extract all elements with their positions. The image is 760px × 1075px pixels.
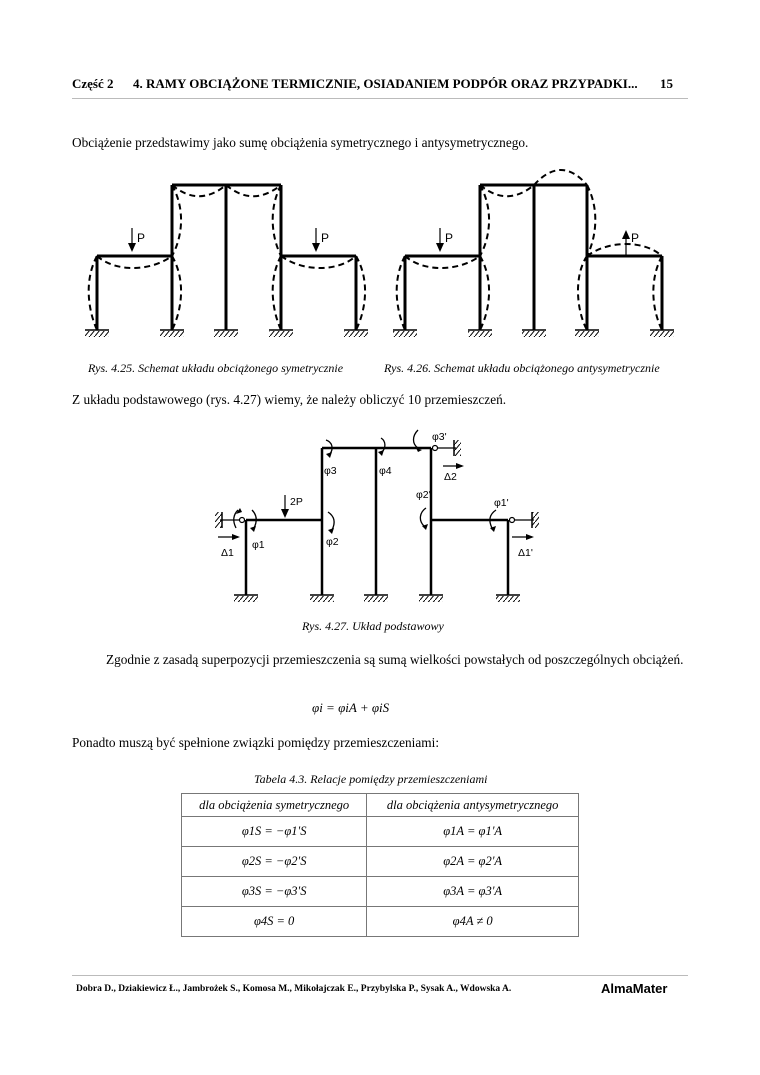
footer-authors: Dobra D., Dziakiewicz Ł., Jambrożek S., Komosa M., Mikołajczak E., Przybylska P., Sysak A., Wdowska A.: [76, 984, 512, 994]
footer-brand: AlmaMater: [601, 981, 668, 996]
footer-rule: [72, 975, 688, 976]
relations-table: [181, 793, 579, 937]
fig427-delta2: Δ2: [444, 471, 457, 483]
page-number: 15: [660, 76, 673, 91]
fig427-phi2p: φ2': [416, 489, 431, 501]
header-rule: [72, 98, 688, 99]
table-cell-anti: φ3A = φ3'A: [367, 877, 579, 907]
table-header-sym: dla obciążenia symetrycznego: [182, 794, 367, 817]
table-cell-anti: φ1A = φ1'A: [367, 817, 579, 847]
fig427-phi1p: φ1': [494, 497, 509, 509]
fig427-phi3p: φ3': [432, 431, 447, 443]
relations-paragraph: Ponadto muszą być spełnione związki pomiędzy przemieszczeniami:: [72, 735, 440, 750]
fig426-caption: Rys. 4.26. Schemat układu obciążonego antysymetrycznie: [384, 361, 660, 375]
fig427-phi4: φ4: [379, 465, 392, 477]
table-cell-anti: φ2A = φ2'A: [367, 847, 579, 877]
fig425-caption: Rys. 4.25. Schemat układu obciążonego symetrycznie: [88, 361, 344, 375]
fig425-load-left: P: [137, 231, 146, 245]
fig427-phi2: φ2: [326, 536, 339, 548]
fig426-load-right: P: [631, 231, 640, 245]
fig427-phi3: φ3: [324, 465, 337, 477]
fig427-delta1p: Δ1': [518, 547, 533, 559]
table-header-anti: dla obciążenia antysymetrycznego: [367, 794, 579, 817]
fig427-caption: Rys. 4.27. Układ podstawowy: [302, 619, 444, 633]
fig427-load: 2P: [290, 496, 303, 508]
fig426-load-left: P: [445, 231, 454, 245]
fig425-load-right: P: [321, 231, 330, 245]
superposition-formula: φi = φiA + φiS: [312, 700, 390, 715]
table-cell-sym: φ4S = 0: [182, 907, 367, 937]
figure-427: [200, 418, 560, 618]
header-title: 4. RAMY OBCIĄŻONE TERMICZNIE, OSIADANIEM PODPÓR ORAZ PRZYPADKI...: [133, 76, 638, 91]
superposition-paragraph: Zgodnie z zasadą superpozycji przemieszczenia są sumą wielkości powstałych od poszczególnych obciążeń.: [106, 652, 684, 667]
figure-425: [85, 185, 368, 337]
intro-paragraph: Obciążenie przedstawimy jako sumę obciążenia symetrycznego i antysymetrycznego.: [72, 135, 529, 150]
fig427-delta1: Δ1: [221, 547, 234, 559]
table-cell-sym: φ3S = −φ3'S: [182, 877, 367, 907]
figures-425-426: [60, 160, 700, 350]
table-cell-sym: φ2S = −φ2'S: [182, 847, 367, 877]
table-cell-sym: φ1S = −φ1'S: [182, 817, 367, 847]
fig427-phi1: φ1: [252, 539, 265, 551]
table-cell-anti: φ4A ≠ 0: [367, 907, 579, 937]
figure-426: [393, 170, 674, 337]
header-part: Część 2: [72, 76, 114, 91]
table-caption: Tabela 4.3. Relacje pomiędzy przemieszczeniami: [254, 772, 488, 786]
basic-system-paragraph: Z układu podstawowego (rys. 4.27) wiemy, że należy obliczyć 10 przemieszczeń.: [72, 392, 507, 407]
